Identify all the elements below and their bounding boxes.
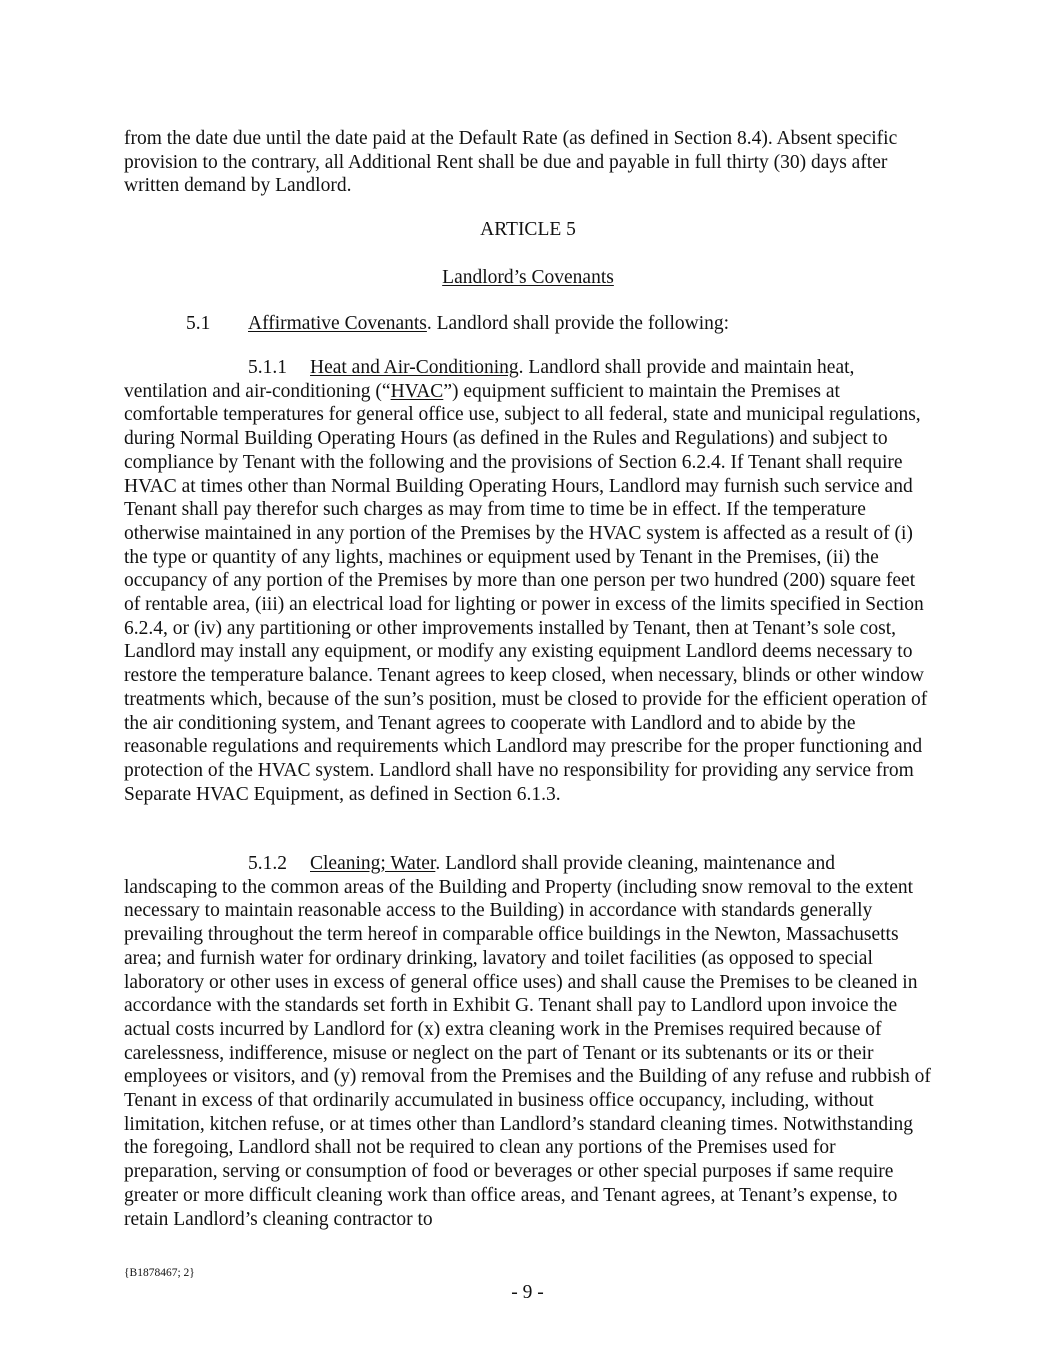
footer-document-id: {B1878467; 2} (124, 1267, 195, 1279)
section-5-1 (186, 312, 932, 336)
article-number: ARTICLE 5 (480, 219, 576, 240)
article-title-text: Landlord’s Covenants (442, 267, 614, 288)
section-5-1-heading: Affirmative Covenants (248, 313, 427, 334)
section-5-1-1 (124, 356, 932, 806)
section-5-1-2-heading: Cleaning; Water (310, 853, 436, 874)
page-number: - 9 - (511, 1282, 544, 1303)
section-5-1-1-text-a: . Landlord shall provide and maintain heat, ventilation and air-conditioning (“ (124, 357, 855, 402)
section-5-1-2-text: . Landlord shall provide cleaning, maintenance and landscaping to the common areas of the Building and Property (including snow removal to the extent necessary to maintain reasonable access to the Building) in accordance with standards generally prevailing throughout the term hereof in comparable office buildings in the Newton, Massachusetts area; and furnish water for ordinary drinking, lavatory and toilet facilities (as opposed to special laboratory or other uses in excess of general office uses) and shall cause the Premises to be cleaned in accordance with the standards set forth in Exhibit G. Tenant shall pay to Landlord upon invoice the actual costs incurred by Landlord for (x) extra cleaning work in the Premises required because of carelessness, indifference, misuse or neglect on the part of Tenant or its subtenants or its or their employees or visitors, and (y) removal from the Premises and the Building of any refuse and rubbish of Tenant in excess of that ordinarily accumulated in business office occupancy, including, without limitation, kitchen refuse, or at times other than Landlord’s standard cleaning times. Notwithstanding the foregoing, Landlord shall not be required to clean any portions of the Premises used for preparation, serving or consumption of food or beverages or other special purposes if same require greater or more difficult cleaning work than office areas, and Tenant agrees, at Tenant’s expense, to retain Landlord’s cleaning contractor to (124, 853, 931, 1230)
section-5-1-2 (124, 852, 932, 1231)
section-5-1-1-heading: Heat and Air-Conditioning (310, 357, 519, 378)
section-5-1-2-number: 5.1.2 (248, 853, 287, 874)
section-5-1-1-text-b: ”) equipment sufficient to maintain the Premises at comfortable temperatures for general office use, subject to all federal, state and municipal regulations, during Normal Building Operating Hours (as defined in the Rules and Regulations) and subject to compliance by Tenant with the following and the provisions of Section 6.2.4. If Tenant shall require HVAC at times other than Normal Building Operating Hours, Landlord may furnish such service and Tenant shall pay therefor such charges as may from time to time be in effect. If the temperature otherwise maintained in any portion of the Premises by the HVAC system is affected as a result of (i) the type or quantity of any lights, machines or equipment used by Tenant in the Premises, (ii) the occupancy of any portion of the Premises by more than one person per two hundred (200) square feet of rentable area, (iii) an electrical load for lighting or power in excess of the limits specified in Section 6.2.4, or (iv) any partitioning or other improvements installed by Tenant, then at Tenant’s sole cost, Landlord may install any equipment, or modify any existing equipment Landlord deems necessary to restore the temperature balance. Tenant agrees to keep closed, when necessary, blinds or other window treatments which, because of the sun’s position, must be closed to provide for the efficient operation of the air conditioning system, and Tenant agrees to cooperate with Landlord and to abide by the reasonable regulations and requirements which Landlord may prescribe for the proper functioning and protection of the HVAC system. Landlord shall have no responsibility for providing any service from Separate HVAC Equipment, as defined in Section 6.1.3. (124, 380, 928, 805)
intro-paragraph: from the date due until the date paid at the Default Rate (as defined in Section 8.4). Absent specific provision to the contrary, all Additional Rent shall be due and payable in full thirty (30) days after written demand by Landlord. (124, 128, 898, 197)
section-5-1-number: 5.1 (186, 313, 211, 334)
section-5-1-1-term: HVAC (390, 380, 444, 402)
section-5-1-1-number: 5.1.1 (248, 357, 287, 378)
article-title (124, 266, 932, 290)
section-5-1-text: . Landlord shall provide the following: (426, 313, 730, 334)
